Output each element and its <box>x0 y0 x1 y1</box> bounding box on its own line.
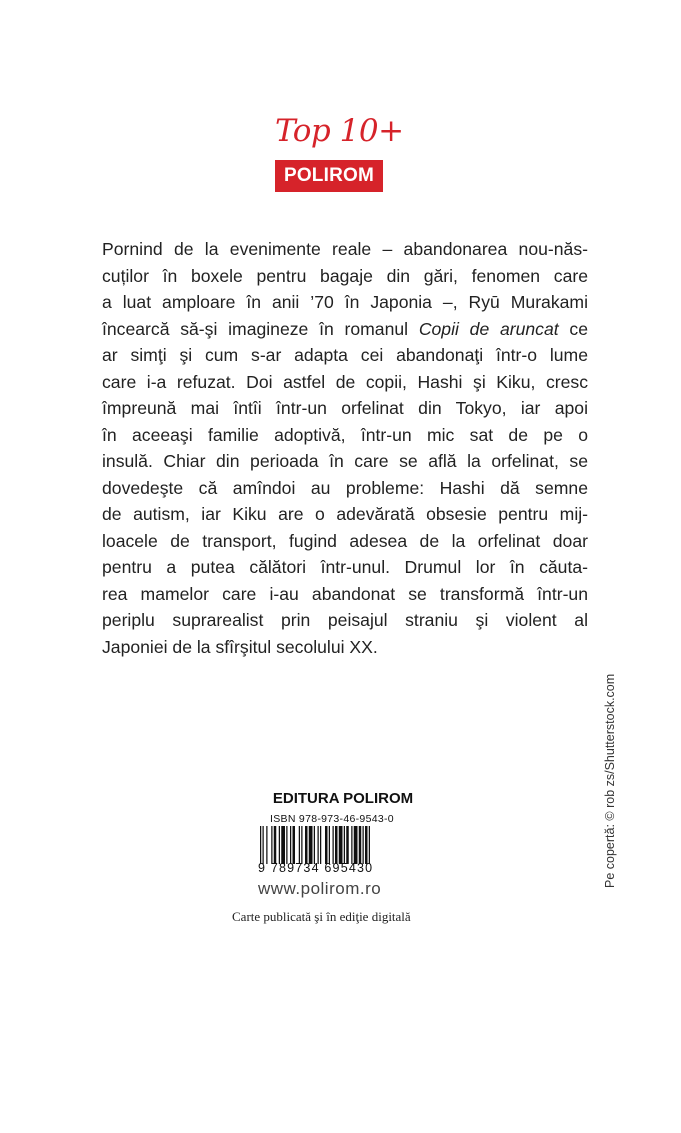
blurb-line: pentru a putea călători într-unul. Drumul lor în căuta- <box>102 557 588 577</box>
blurb-line: de autism, iar Kiku are o adevărată obsesie pentru mij- <box>102 504 588 524</box>
blurb-line: rea mamelor care i-au abandonat se transformă într-un <box>102 583 588 604</box>
blurb-text <box>102 236 588 660</box>
blurb-line: care i-a refuzat. Doi astfel de copii, Hashi şi Kiku, cresc <box>102 371 588 392</box>
publisher-badge: POLIROM <box>275 160 383 192</box>
blurb-line: împreună mai întîi într-un orfelinat din Tokyo, iar apoi <box>102 398 588 418</box>
blurb-line: a luat amploare în anii ’70 în Japonia –, Ryū Murakami <box>102 292 588 312</box>
isbn-label: ISBN 978-973-46-9543-0 <box>270 813 394 825</box>
blurb-line-start: încearcă să-şi imagineze în romanul <box>102 318 409 339</box>
blurb-line: Pornind de la evenimente reale – abandonarea nou-năs- <box>102 239 588 259</box>
blurb-line-with-title <box>102 316 588 343</box>
blurb-line: periplu suprarealist prin peisajul straniu şi violent al <box>102 610 588 630</box>
series-logo: Top 10+ <box>275 113 404 149</box>
blurb-line-end: ce <box>569 318 589 339</box>
publisher-imprint: EDITURA POLIROM <box>272 790 414 807</box>
digital-edition-note: Carte publicată şi în ediţie digitală <box>232 909 411 924</box>
blurb-line: în aceeaşi familie adoptivă, într-un mic sat de pe o <box>102 424 588 445</box>
blurb-line: insulă. Chiar din perioada în care se află la orfelinat, se <box>102 451 588 471</box>
barcode-digits: 9 789734 695430 <box>258 861 374 875</box>
blurb-line: Japoniei de la sfîrşitul secolului XX. <box>102 636 378 657</box>
publisher-website: www.polirom.ro <box>258 879 382 898</box>
blurb-line: loacele de transport, fugind adesea de la orfelinat doar <box>102 530 588 551</box>
barcode <box>258 826 418 864</box>
book-title: Copii de aruncat <box>418 318 559 339</box>
blurb-line: ar simţi şi cum s-ar adapta cei abandonaţi într-o lume <box>102 345 588 365</box>
blurb-line: cuților în boxele pentru bagaje din gări, fenomen care <box>102 265 588 286</box>
blurb-line: dovedeşte că amîndoi au probleme: Hashi dă semne <box>102 477 588 498</box>
cover-photo-credit: Pe copertă: © rob zs/Shutterstock.com <box>603 673 617 888</box>
